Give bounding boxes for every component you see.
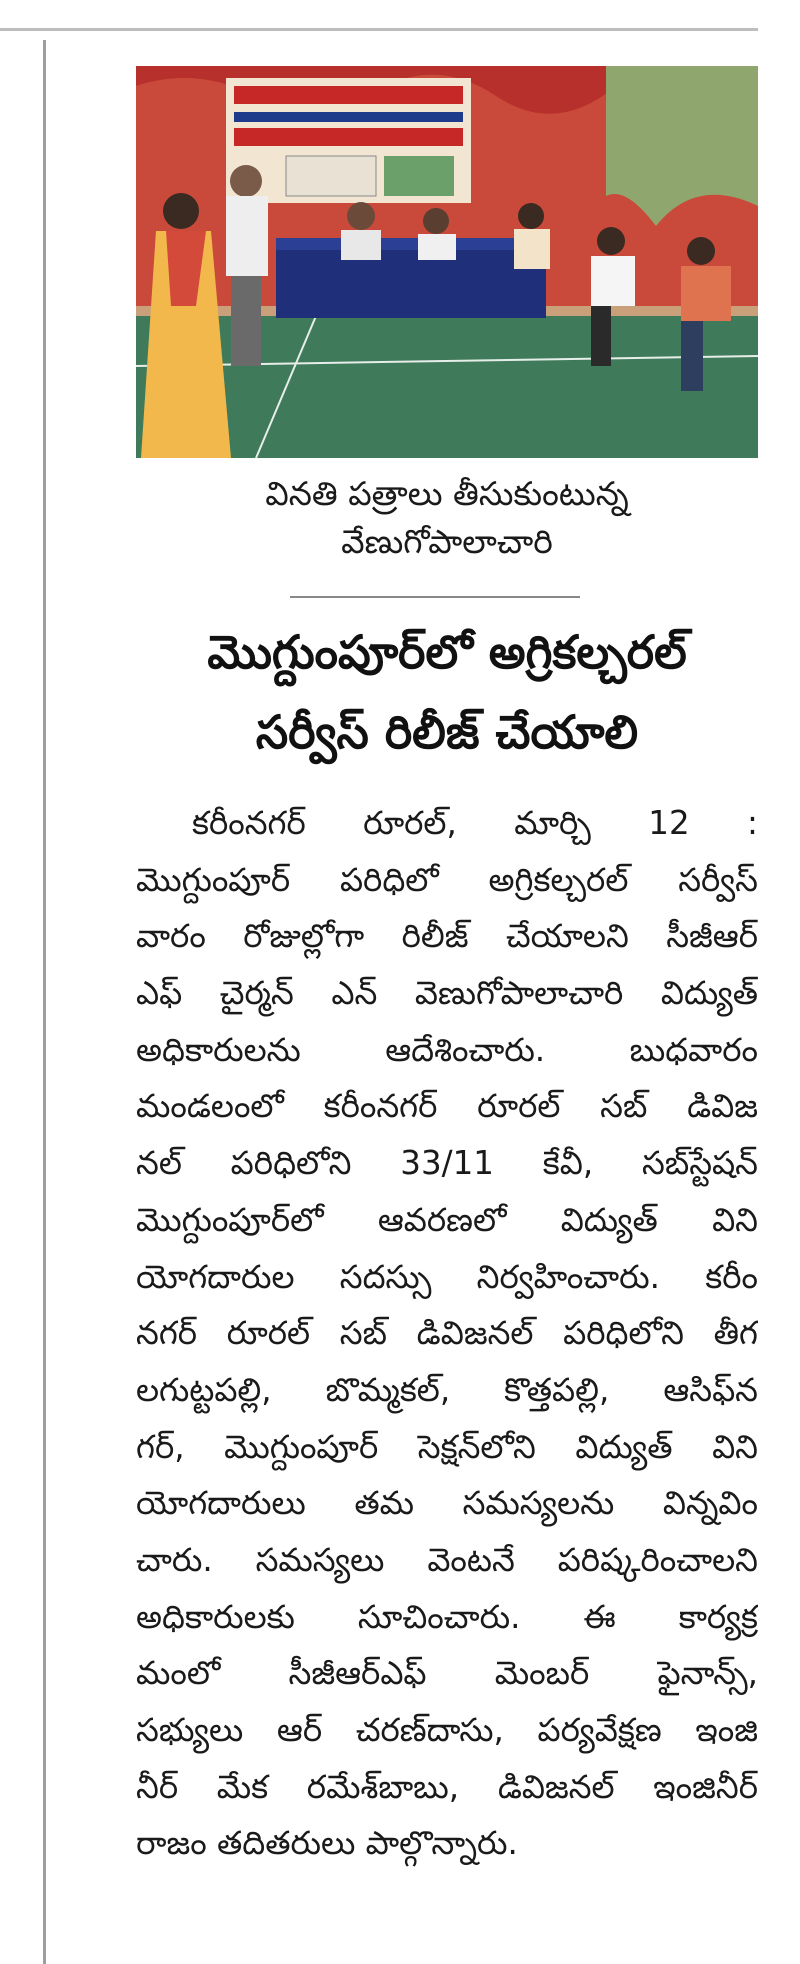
body-line: అధికారులను ఆదేశించారు. బుధవారం [136,1030,758,1069]
body-line: మొగ్దుంపూర్‌లో ఆవరణలో విద్యుత్ విని [136,1200,758,1239]
body-line: చారు. సమస్యలు వెంటనే పరిష్కరించాలని [136,1540,758,1579]
article-body [136,795,758,1872]
caption-line-1: వినతి పత్రాలు తీసుకుంటున్న [265,474,629,513]
body-line: మండలంలో కరీంనగర్ రూరల్ సబ్ డివిజ [136,1087,758,1126]
body-line: రాజం తదితరులు పాల్గొన్నారు. [136,1824,518,1863]
body-line: అధికారులకు సూచించారు. ఈ కార్యక్ర [136,1597,758,1636]
column-divider [43,40,46,1964]
news-photo [136,66,758,458]
article-headline [136,612,758,772]
body-line: ఎఫ్ చైర్మన్ ఎన్ వెణుగోపాలాచారి విద్యుత్ [136,974,758,1013]
body-line: నగర్ రూరల్ సబ్ డివిజనల్ పరిధిలోని తీగ [136,1314,758,1353]
body-line: కరీంనగర్ రూరల్, మార్చి 12 : [192,804,758,842]
body-line: మంలో సీజీఆర్‌ఎఫ్ మెంబర్ ఫైనాన్స్, [136,1654,758,1693]
body-line: సభ్యులు ఆర్ చరణ్‌దాసు, పర్యవేక్షణ ఇంజి [136,1711,758,1749]
headline-line-2: సర్వీస్ రిలీజ్ చేయాలి [255,705,639,759]
body-line: లగుట్టపల్లి, బొమ్మకల్, కొత్తపల్లి, ఆసిఫ్‌న [136,1370,758,1409]
photo-illustration [136,66,758,458]
caption-line-2: వేణుగోపాలాచారి [341,522,553,561]
photo-caption [136,470,758,566]
body-line: యోగదారుల సదస్సు నిర్వహించారు. కరీం [136,1257,758,1296]
body-line: నీర్ మేక రమేశ్‌బాబు, డివిజనల్ ఇంజినీర్ [136,1767,758,1806]
body-line: వారం రోజుల్లోగా రిలీజ్ చేయాలని సీజీఆర్ [136,917,758,956]
body-line: నల్ పరిధిలోని 33/11 కేవీ, సబ్‌స్టేషన్ [136,1144,758,1183]
body-line: గర్, మొగ్దుంపూర్ సెక్షన్‌లోని విద్యుత్ విని [136,1427,758,1466]
headline-line-1: మొగ్దుంపూర్‌లో అగ్రికల్చరల్ [207,625,687,679]
body-line: యోగదారులు తమ సమస్యలను విన్నవిం [136,1484,758,1523]
body-line: మొగ్దుంపూర్ పరిధిలో అగ్రికల్చరల్ సర్వీస్ [136,860,758,899]
caption-divider [290,596,580,598]
top-divider [0,28,758,31]
